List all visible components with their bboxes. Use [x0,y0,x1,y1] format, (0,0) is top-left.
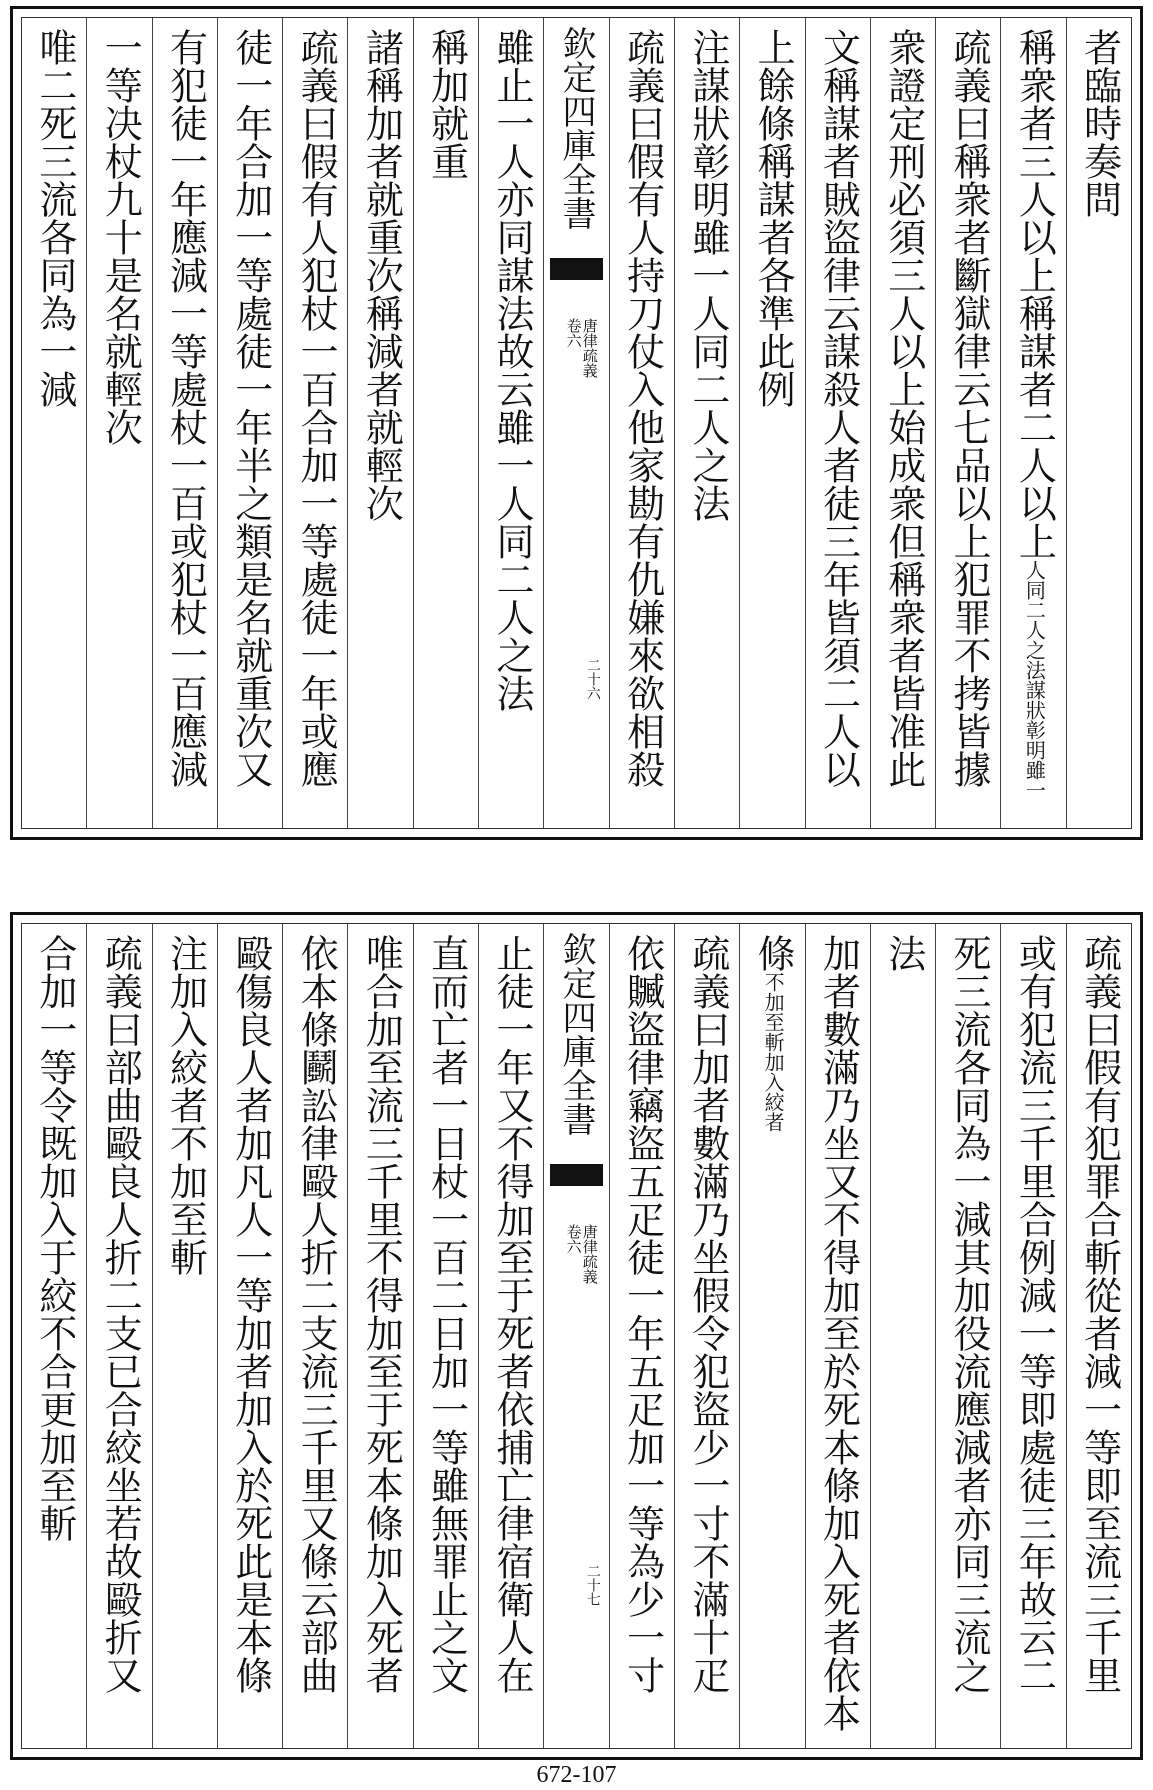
text-column [674,18,739,828]
column-text: 合加一等令既加入于絞不合更加至斬 [32,934,77,1542]
column-text: 唯二死三流各同為一減 [32,28,77,408]
fishtail-mark [550,258,602,280]
text-column [478,924,543,1748]
column-text: 或有犯流三千里合例減一等即處徒三年故云二 [1012,934,1057,1694]
column-text: 稱加就重 [424,28,469,180]
main-text: 稱衆者三人以上稱謀者二人以上 [1012,28,1057,560]
text-column [347,18,412,828]
center-seam [543,18,608,828]
text-column [478,18,543,828]
column-text: 疏義曰假有人犯杖一百合加一等處徒一年或應 [294,28,339,788]
text-column [609,18,674,828]
column-text: 直而亡者一日杖一百二日加一等雖無罪止之文 [424,934,469,1694]
column-text: 疏義曰假有犯罪合斬從者減一等即至流三千里 [1077,934,1122,1694]
bottom-columns [21,923,1132,1749]
top-page [10,6,1143,840]
annotation-line: 不加至斬 [761,972,786,1052]
column-text [750,934,796,1132]
column-text: 依贓盜律竊盜五疋徒一年五疋加一等為少一寸 [620,934,665,1694]
column-text: 加者數滿乃坐又不得加至於死本條加入死者依本 [816,934,861,1732]
top-columns [21,17,1132,829]
column-text: 止徒一年又不得加至于死者依捕亡律宿衛人在 [489,934,534,1694]
column-text: 雖止一人亦同謀法故云雖一人同二人之法 [489,28,534,712]
column-text: 死三流各同為一減其加役流應減者亦同三流之 [947,934,992,1694]
text-column [870,924,935,1748]
text-column [609,924,674,1748]
main-text: 條 [751,934,796,972]
text-column [217,924,282,1748]
column-text [1011,28,1057,800]
text-column [413,924,478,1748]
text-column [282,18,347,828]
text-column [152,924,217,1748]
text-column [86,18,151,828]
text-column [1000,18,1065,828]
text-column [674,924,739,1748]
text-column [935,924,1000,1748]
column-text: 衆證定刑必須三人以上始成衆但稱衆者皆准此 [881,28,926,788]
annotation [1022,560,1046,800]
seam-title: 欽定四庫全書 [555,26,596,230]
column-text: 毆傷良人者加凡人一等加者加入於死此是本條 [228,934,273,1694]
text-column [282,924,347,1748]
text-column [1000,924,1065,1748]
text-column [217,18,282,828]
annotation-line: 人同二人之法 [1022,560,1047,680]
annotation-line: 加入絞者 [761,1052,786,1132]
column-text: 一等决杖九十是名就輕次 [98,28,143,446]
text-column [805,924,870,1748]
text-column [152,18,217,828]
column-text: 唯合加至流三千里不得加至于死本條加入死者 [359,934,404,1694]
fishtail-mark [550,1164,602,1186]
seam-page-number: 二十六 [584,658,601,700]
column-text: 法 [881,934,926,972]
seam-book-title: 唐律疏義 [580,1224,599,1284]
text-column [22,924,86,1748]
column-text: 疏義曰加者數滿乃坐假令犯盜少一寸不滿十疋 [685,934,730,1694]
column-text: 文稱謀者賊盜律云謀殺人者徒三年皆須二人以 [816,28,861,788]
annotation [761,972,785,1132]
column-text: 疏義曰假有人持刀仗入他家勘有仇嫌來欲相殺 [620,28,665,788]
column-text: 上餘條稱謀者各準此例 [751,28,796,408]
text-column [870,18,935,828]
column-text: 有犯徒一年應減一等處杖一百或犯杖一百應減 [163,28,208,788]
text-column [935,18,1000,828]
text-column [22,18,86,828]
center-seam [543,924,608,1748]
column-text: 疏義曰部曲毆良人折二支已合絞坐若故毆折又 [98,934,143,1694]
text-column [805,18,870,828]
column-text: 者臨時奏問 [1077,28,1122,218]
seam-page-number: 二十七 [584,1564,601,1606]
text-column [86,924,151,1748]
text-column [347,924,412,1748]
column-text: 諸稱加者就重次稱減者就輕次 [359,28,404,522]
page-footer-number: 672-107 [536,1762,617,1788]
column-text: 注謀狀彰明雖一人同二人之法 [685,28,730,522]
seam-title: 欽定四庫全書 [555,932,596,1136]
column-text: 徒一年合加一等處徒一年半之類是名就重次又 [228,28,273,788]
text-column [1066,924,1131,1748]
bottom-page [10,912,1143,1760]
column-text: 注加入絞者不加至斬 [163,934,208,1276]
column-text: 依本條鬬訟律毆人折二支流三千里又條云部曲 [294,934,339,1694]
text-column [413,18,478,828]
seam-volume: 卷六 [564,318,583,348]
seam-book-title: 唐律疏義 [580,318,599,378]
column-text: 疏義曰稱衆者斷獄律云七品以上犯罪不拷皆據 [947,28,992,788]
text-column [739,924,804,1748]
annotation-line: 謀狀彰明雖一 [1022,680,1047,800]
text-column [739,18,804,828]
seam-volume: 卷六 [564,1224,583,1254]
text-column [1066,18,1131,828]
